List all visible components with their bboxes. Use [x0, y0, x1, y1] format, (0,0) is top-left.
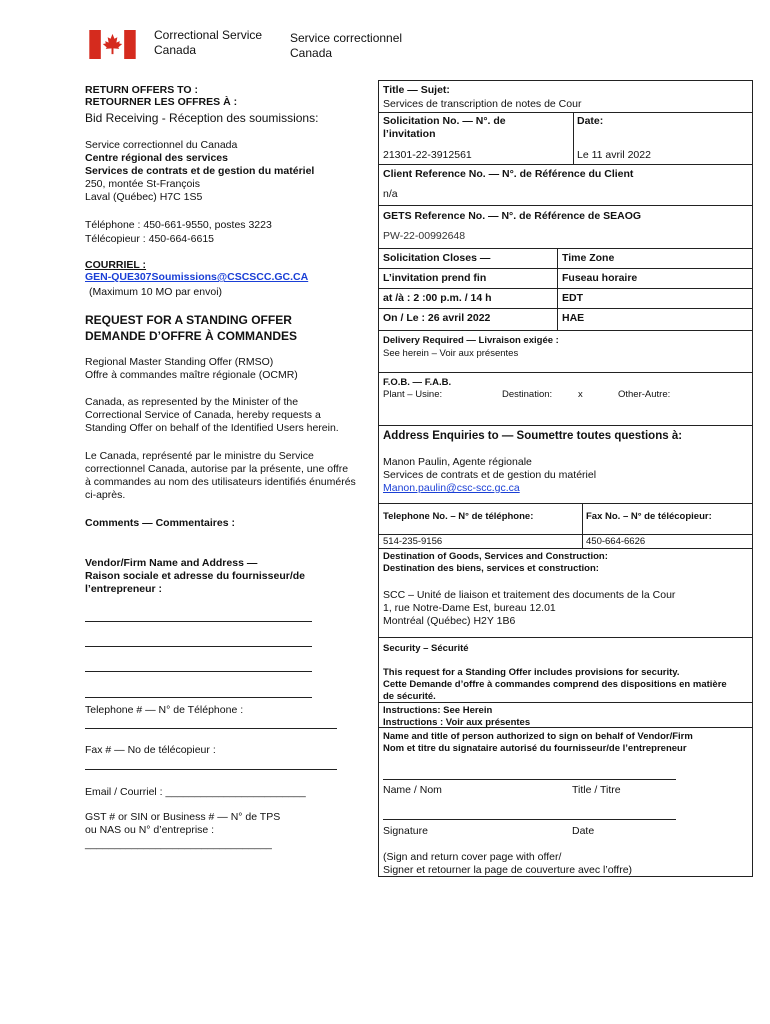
- divider: [582, 503, 583, 548]
- closing-date: On / Le : 26 avril 2022: [383, 312, 491, 324]
- destination-label: Destination of Goods, Services and Construction: Destination des biens, services et construction:: [383, 551, 608, 574]
- fob-destination-mark: x: [578, 389, 583, 400]
- divider: [378, 503, 753, 504]
- timezone-label-fr: Fuseau horaire: [562, 272, 638, 284]
- timezone-value-fr: HAE: [562, 312, 585, 324]
- box-left-border: [378, 80, 379, 877]
- comments-label: Comments — Commentaires :: [85, 517, 235, 529]
- dept-name-fr: Service correctionnel Canada: [290, 31, 403, 60]
- closing-time: at /à : 2 :00 p.m. / 14 h: [383, 292, 492, 304]
- delivery-label: Delivery Required — Livraison exigée :: [383, 335, 559, 346]
- authorized-signer-label: Name and title of person authorized to sign on behalf of Vendor/Firm Nom et titre du signataire autorisé du fournisseur/de l’entrepreneur: [383, 731, 693, 754]
- timezone-label: Time Zone: [562, 252, 615, 264]
- vendor-line-4[interactable]: [85, 697, 312, 698]
- destination-address: SCC – Unité de liaison et traitement des documents de la Cour 1, rue Notre-Dame Est, bureau 12.01 Montréal (Québec) H2Y 1B6: [383, 589, 676, 627]
- fax-label: Fax # — No de télécopieur :: [85, 744, 216, 756]
- solicitation-label: Solicitation No. — N°. de l’invitation: [383, 115, 506, 140]
- telephone-label: Telephone No. – N° de téléphone:: [383, 511, 534, 522]
- request-title: REQUEST FOR A STANDING OFFER DEMANDE D’OFFRE À COMMANDES: [85, 313, 297, 343]
- vendor-line-2[interactable]: [85, 646, 312, 647]
- box-right-border: [752, 80, 753, 877]
- telephone-label: Telephone # — N° de Téléphone :: [85, 704, 244, 716]
- issue-date: Le 11 avril 2022: [577, 149, 651, 161]
- divider: [378, 268, 753, 269]
- closes-label: Solicitation Closes —: [383, 252, 491, 264]
- fax-value: 450-664-6626: [586, 536, 646, 547]
- fob-other: Other-Autre:: [618, 389, 671, 400]
- dept-name-en: Correctional Service Canada: [154, 28, 263, 57]
- closes-label-fr: L’invitation prend fin: [383, 272, 487, 284]
- sign-return-note: (Sign and return cover page with offer/ Signer et retourner la page de couverture avec l’offre): [383, 851, 633, 876]
- divider: [378, 205, 753, 206]
- security-label: Security – Sécurité: [383, 643, 469, 654]
- fob-destination: Destination:: [502, 389, 553, 400]
- fax-field[interactable]: [85, 769, 337, 770]
- gst-field[interactable]: ________________________________: [85, 838, 272, 850]
- date-field-label: Date: [572, 825, 595, 837]
- divider: [378, 248, 753, 249]
- enquiries-label: Address Enquiries to — Soumettre toutes questions à:: [383, 430, 683, 442]
- email-field[interactable]: Email / Courriel : ________________________: [85, 786, 306, 798]
- fob-label: F.O.B. — F.A.B.: [383, 377, 452, 388]
- return-contact: Téléphone : 450-661-9550, postes 3223 Télécopieur : 450-664-6615: [85, 219, 272, 245]
- signature-label: Signature: [383, 825, 428, 837]
- request-paragraph-en: Canada, as represented by the Minister of the Correctional Service of Canada, hereby requests a Standing Offer on behalf of the Identified Users herein.: [85, 396, 339, 434]
- rmso-label: Regional Master Standing Offer (RMSO) Offre à commandes maître régionale (OCMR): [85, 356, 298, 381]
- divider: [378, 164, 753, 165]
- divider: [378, 330, 753, 331]
- bid-receiving: Bid Receiving - Réception des soumissions:: [85, 111, 319, 125]
- client-reference-value: n/a: [383, 188, 398, 200]
- fax-label: Fax No. – N° de télécopieur:: [586, 511, 712, 522]
- instructions: Instructions: See Herein Instructions : Voir aux présentes: [383, 705, 531, 728]
- enquiries-email-link[interactable]: Manon.paulin@csc-scc.gc.ca: [383, 482, 520, 494]
- box-top-border: [378, 80, 753, 81]
- vendor-line-3[interactable]: [85, 671, 312, 672]
- enquiries-contact: Manon Paulin, Agente régionale: [383, 456, 532, 468]
- divider: [378, 372, 753, 373]
- solicitation-number: 21301-22-3912561: [383, 149, 472, 161]
- divider: [378, 637, 753, 638]
- vendor-line-1[interactable]: [85, 621, 312, 622]
- divider: [378, 288, 753, 289]
- request-paragraph-fr: Le Canada, représenté par le ministre du Service correctionnel Canada, autorise par la présente, une offre à commandes au nom des utilisateurs identifiés énumérés ci-après.: [85, 450, 356, 501]
- enquiries-dept: Services de contrats et de gestion du matériel: [383, 469, 597, 481]
- title-label: Title — Sujet:: [383, 84, 450, 96]
- client-reference-label: Client Reference No. — N°. de Référence du Client: [383, 168, 634, 180]
- canada-flag-icon: [89, 30, 136, 59]
- return-offers-heading: RETURN OFFERS TO : RETOURNER LES OFFRES À :: [85, 84, 238, 108]
- return-address: Service correctionnel du Canada Centre régional des services Services de contrats et de gestion du matériel 250, montée St-François Laval (Québec) H7C 1S5: [85, 139, 315, 203]
- divider: [378, 548, 753, 549]
- signature-date-field[interactable]: [383, 819, 676, 820]
- divider: [573, 112, 574, 164]
- gets-reference-value: PW-22-00992648: [383, 230, 466, 242]
- divider: [557, 248, 558, 330]
- name-title-field[interactable]: [383, 779, 676, 780]
- security-text: This request for a Standing Offer includes provisions for security. Cette Demande d’offre à commandes comprend des dispositions en matière de sécurité.: [383, 667, 727, 702]
- title-value: Services de transcription de notes de Cour: [383, 98, 582, 110]
- name-label: Name / Nom: [383, 784, 442, 796]
- timezone-value: EDT: [562, 292, 583, 304]
- date-label: Date:: [577, 115, 604, 127]
- divider: [378, 425, 753, 426]
- delivery-value: See herein – Voir aux présentes: [383, 348, 519, 359]
- email-label: COURRIEL :: [85, 259, 147, 271]
- telephone-value: 514-235-9156: [383, 536, 443, 547]
- telephone-field[interactable]: [85, 728, 337, 729]
- vendor-label: Vendor/Firm Name and Address — Raison sociale et adresse du fournisseur/de l’entrepreneur :: [85, 557, 305, 595]
- gst-label: GST # or SIN or Business # — N° de TPS ou NAS ou N° d’entreprise :: [85, 811, 281, 836]
- fob-plant: Plant – Usine:: [383, 389, 443, 400]
- email-size-note: (Maximum 10 MO par envoi): [89, 286, 223, 298]
- divider: [378, 112, 753, 113]
- submission-email-link[interactable]: GEN-QUE307Soumissions@CSCSCC.GC.CA: [85, 271, 309, 283]
- title-field-label: Title / Titre: [572, 784, 621, 796]
- divider: [378, 308, 753, 309]
- gets-reference-label: GETS Reference No. — N°. de Référence de SEAOG: [383, 210, 642, 222]
- divider: [378, 534, 753, 535]
